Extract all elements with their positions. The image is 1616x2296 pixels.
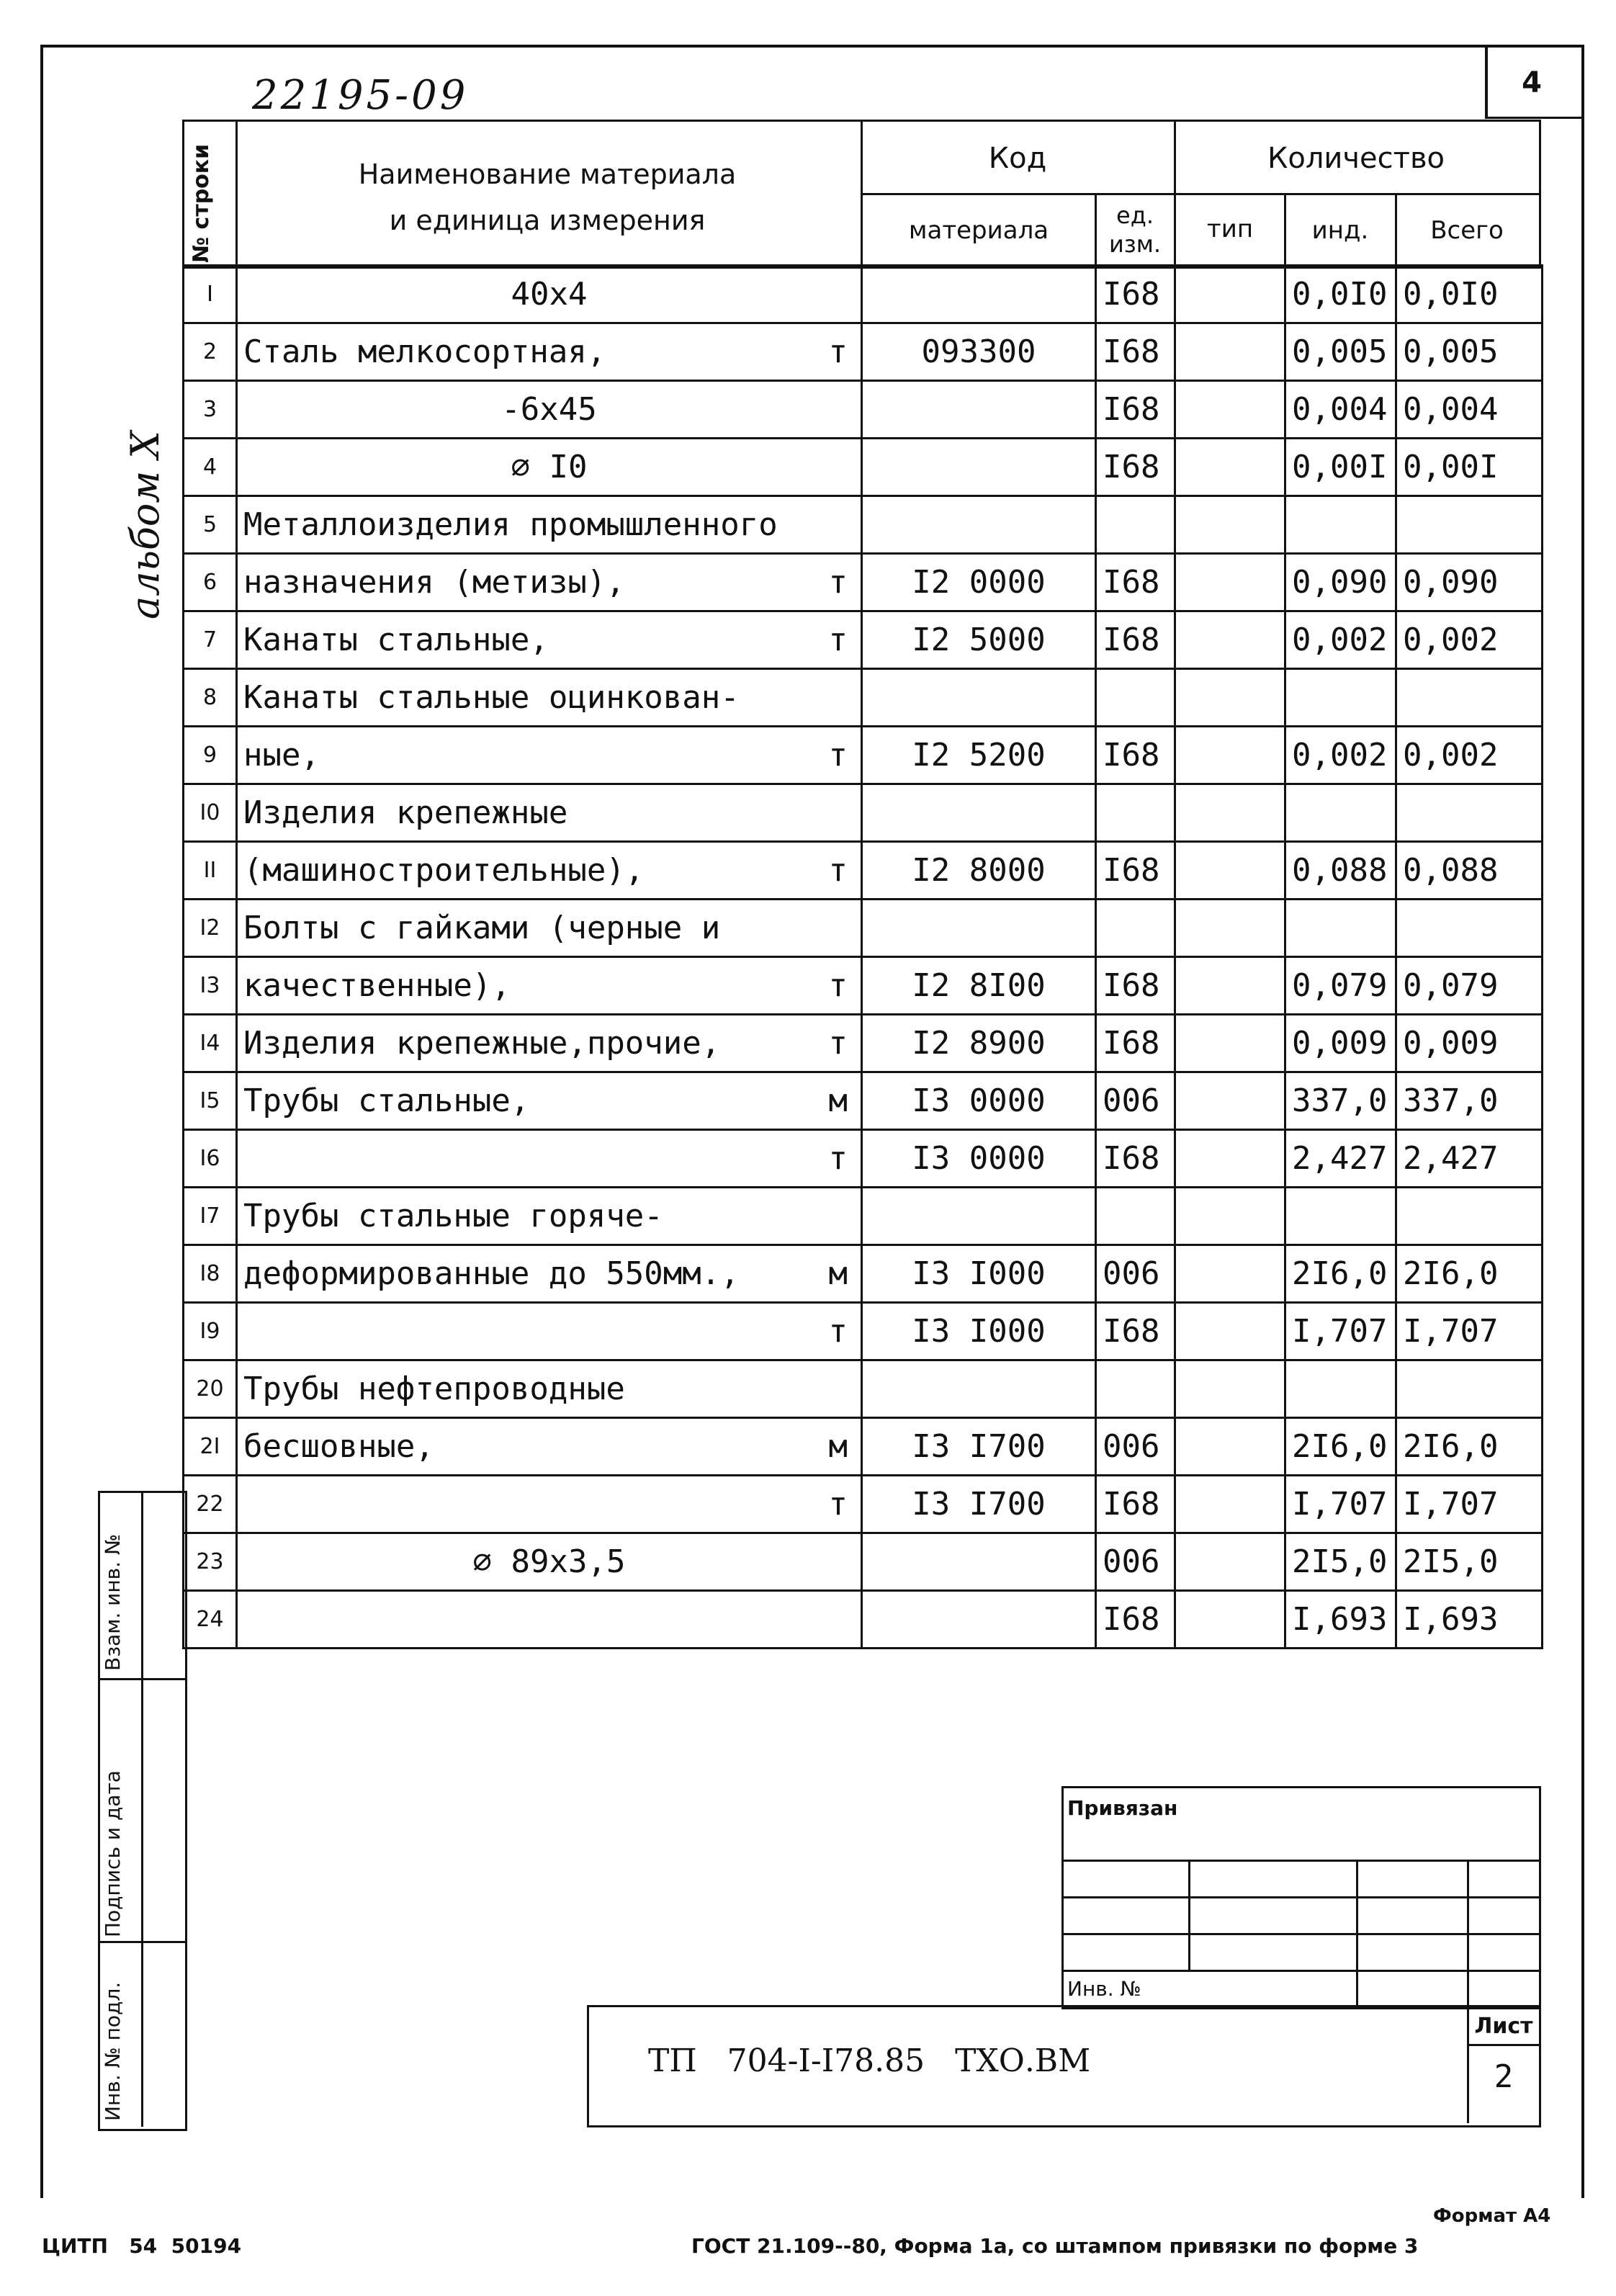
table-row	[184, 669, 1543, 727]
quantity-ind	[1285, 1188, 1396, 1245]
album-note: альбом X	[122, 431, 168, 619]
sheet-label: Лист	[1474, 2014, 1533, 2039]
row-number: I6	[184, 1130, 237, 1188]
unit-of-measure: м	[828, 1255, 848, 1292]
material-name: деформированные до 550мм.,	[243, 1255, 740, 1292]
material-name: (машиностроительные),	[243, 852, 645, 889]
quantity-total: I,707	[1396, 1303, 1543, 1360]
row-number: 20	[184, 1360, 237, 1418]
quantity-total: 0,002	[1396, 611, 1543, 669]
quantity-total: 0,079	[1396, 957, 1543, 1015]
material-name: назначения (метизы),	[243, 564, 625, 601]
row-number: I2	[184, 900, 237, 957]
quantity-ind: I,693	[1285, 1591, 1396, 1649]
quantity-ind: 0,005	[1285, 323, 1396, 381]
quantity-type	[1175, 727, 1285, 784]
quantity-total: 2I5,0	[1396, 1533, 1543, 1591]
material-name-cell	[237, 1188, 862, 1245]
table-row	[184, 266, 1543, 323]
table-row	[184, 439, 1543, 496]
unit-of-measure: т	[828, 1025, 848, 1062]
quantity-type	[1175, 1360, 1285, 1418]
material-name: Трубы стальные,	[243, 1082, 530, 1119]
material-code	[862, 1188, 1096, 1245]
header-name-line2: и единица измерения	[389, 205, 706, 236]
quantity-ind: 0,004	[1285, 381, 1396, 439]
material-name: 40x4	[511, 276, 588, 313]
material-name-cell	[237, 842, 862, 900]
label-vzam-inv: Взам. инв. №	[101, 1533, 125, 1671]
row-number: 22	[184, 1476, 237, 1533]
table-row	[184, 1245, 1543, 1303]
unit-of-measure: т	[828, 564, 848, 601]
material-name: -6x45	[501, 391, 597, 428]
unit-of-measure: т	[828, 1486, 848, 1523]
material-name: бесшовные,	[243, 1428, 434, 1465]
quantity-ind: I,707	[1285, 1303, 1396, 1360]
material-name-cell	[237, 266, 862, 323]
quantity-total: 337,0	[1396, 1072, 1543, 1130]
material-name: Трубы нефтепроводные	[243, 1371, 625, 1407]
material-name-cell	[237, 784, 862, 842]
quantity-total: 0,088	[1396, 842, 1543, 900]
header-type: тип	[1206, 215, 1254, 243]
material-name: Болты с гайками (черные и	[243, 910, 721, 946]
header-ind: инд.	[1311, 216, 1369, 245]
unit-of-measure: т	[828, 1313, 848, 1350]
table-row	[184, 957, 1543, 1015]
row-number: 6	[184, 554, 237, 611]
material-name: Сталь мелкосортная,	[243, 333, 606, 370]
unit-of-measure: т	[828, 967, 848, 1004]
quantity-type	[1175, 842, 1285, 900]
table-row	[184, 1533, 1543, 1591]
unit-code: I68	[1096, 957, 1175, 1015]
unit-code: I68	[1096, 266, 1175, 323]
quantity-total: 2,427	[1396, 1130, 1543, 1188]
row-number: 4	[184, 439, 237, 496]
quantity-total: I,693	[1396, 1591, 1543, 1649]
material-code: I2 8000	[862, 842, 1096, 900]
quantity-type	[1175, 323, 1285, 381]
quantity-type	[1175, 496, 1285, 554]
quantity-type	[1175, 957, 1285, 1015]
quantity-ind: 0,0I0	[1285, 266, 1396, 323]
material-name: ⌀ 89x3,5	[472, 1543, 626, 1580]
material-name-cell	[237, 669, 862, 727]
material-code: I3 I700	[862, 1476, 1096, 1533]
label-inv-podl: Инв. № подл.	[101, 1981, 125, 2121]
material-name-cell	[237, 1015, 862, 1072]
document-code: ТП 704-I-I78.85 ТХО.ВМ	[648, 2042, 1091, 2079]
unit-code: I68	[1096, 323, 1175, 381]
table-row	[184, 323, 1543, 381]
quantity-type	[1175, 1303, 1285, 1360]
material-code	[862, 1360, 1096, 1418]
quantity-total	[1396, 669, 1543, 727]
unit-of-measure: т	[828, 1140, 848, 1177]
quantity-total: 2I6,0	[1396, 1245, 1543, 1303]
quantity-type	[1175, 1591, 1285, 1649]
header-total: Всего	[1430, 216, 1504, 245]
quantity-ind: 0,090	[1285, 554, 1396, 611]
quantity-ind	[1285, 496, 1396, 554]
unit-code	[1096, 784, 1175, 842]
table-row	[184, 1188, 1543, 1245]
quantity-type	[1175, 784, 1285, 842]
quantity-type	[1175, 1188, 1285, 1245]
unit-code	[1096, 1188, 1175, 1245]
row-number: 2I	[184, 1418, 237, 1476]
material-code: I2 0000	[862, 554, 1096, 611]
header-quantity: Количество	[1267, 142, 1445, 175]
unit-code	[1096, 669, 1175, 727]
material-name-cell	[237, 1245, 862, 1303]
quantity-ind: 2I6,0	[1285, 1245, 1396, 1303]
material-name: Изделия крепежные,прочие,	[243, 1025, 721, 1062]
quantity-type	[1175, 669, 1285, 727]
quantity-ind: 0,002	[1285, 727, 1396, 784]
material-name-cell	[237, 1476, 862, 1533]
material-name: Металлоизделия промышленного	[243, 506, 778, 543]
header-material: материала	[908, 216, 1049, 245]
unit-code: I68	[1096, 842, 1175, 900]
material-code: I2 5000	[862, 611, 1096, 669]
material-code: I3 0000	[862, 1072, 1096, 1130]
binding-stamp-title: Привязан	[1067, 1796, 1178, 1820]
table-row	[184, 554, 1543, 611]
material-code	[862, 266, 1096, 323]
header-code: Код	[988, 142, 1047, 175]
material-name-cell	[237, 611, 862, 669]
row-number: I3	[184, 957, 237, 1015]
table-row	[184, 496, 1543, 554]
quantity-total: 0,004	[1396, 381, 1543, 439]
table-row	[184, 900, 1543, 957]
row-number: I8	[184, 1245, 237, 1303]
material-name-cell	[237, 957, 862, 1015]
unit-of-measure: т	[828, 737, 848, 773]
material-name-cell	[237, 1072, 862, 1130]
material-code	[862, 1591, 1096, 1649]
quantity-ind	[1285, 784, 1396, 842]
inv-no-label: Инв. №	[1067, 1977, 1141, 2001]
quantity-ind: 2,427	[1285, 1130, 1396, 1188]
quantity-type	[1175, 554, 1285, 611]
material-code: 093300	[862, 323, 1096, 381]
quantity-type	[1175, 1533, 1285, 1591]
material-name: Трубы стальные горяче-	[243, 1198, 663, 1234]
row-number: II	[184, 842, 237, 900]
unit-code: I68	[1096, 1476, 1175, 1533]
material-name-cell	[237, 496, 862, 554]
quantity-ind: 0,079	[1285, 957, 1396, 1015]
material-name-cell	[237, 1360, 862, 1418]
material-name: Канаты стальные,	[243, 622, 549, 658]
page-number: 4	[1522, 66, 1542, 99]
table-row	[184, 1130, 1543, 1188]
unit-code: 006	[1096, 1072, 1175, 1130]
quantity-total: I,707	[1396, 1476, 1543, 1533]
unit-of-measure: м	[828, 1082, 848, 1119]
row-number: 9	[184, 727, 237, 784]
row-number: 2	[184, 323, 237, 381]
material-code	[862, 439, 1096, 496]
material-code	[862, 1533, 1096, 1591]
material-code: I3 0000	[862, 1130, 1096, 1188]
material-code	[862, 900, 1096, 957]
row-number: 7	[184, 611, 237, 669]
quantity-total	[1396, 1360, 1543, 1418]
row-number: I7	[184, 1188, 237, 1245]
quantity-ind	[1285, 669, 1396, 727]
quantity-ind: 0,00I	[1285, 439, 1396, 496]
material-name-cell	[237, 554, 862, 611]
unit-code: I68	[1096, 1303, 1175, 1360]
quantity-type	[1175, 1418, 1285, 1476]
format-label: Формат А4	[1433, 2205, 1551, 2227]
quantity-ind: 337,0	[1285, 1072, 1396, 1130]
material-name: Канаты стальные оцинкован-	[243, 679, 740, 716]
quantity-ind: 0,009	[1285, 1015, 1396, 1072]
quantity-type	[1175, 1072, 1285, 1130]
quantity-type	[1175, 439, 1285, 496]
unit-code: I68	[1096, 554, 1175, 611]
unit-code: 006	[1096, 1533, 1175, 1591]
row-number: 23	[184, 1533, 237, 1591]
row-number: 8	[184, 669, 237, 727]
row-number: I4	[184, 1015, 237, 1072]
row-number: I9	[184, 1303, 237, 1360]
quantity-total: 0,0I0	[1396, 266, 1543, 323]
quantity-type	[1175, 1015, 1285, 1072]
footer-left: ЦИТП 54 50194	[42, 2234, 242, 2258]
material-name-cell	[237, 381, 862, 439]
quantity-ind: 0,088	[1285, 842, 1396, 900]
material-code	[862, 496, 1096, 554]
table-row	[184, 1303, 1543, 1360]
material-code: I2 8I00	[862, 957, 1096, 1015]
handwritten-code: 22195-09	[252, 72, 469, 119]
material-name-cell	[237, 439, 862, 496]
material-code: I2 5200	[862, 727, 1096, 784]
table-row	[184, 1591, 1543, 1649]
table-row	[184, 1072, 1543, 1130]
unit-code: 006	[1096, 1418, 1175, 1476]
unit-code: I68	[1096, 1130, 1175, 1188]
material-code	[862, 784, 1096, 842]
quantity-type	[1175, 266, 1285, 323]
row-number: I	[184, 266, 237, 323]
quantity-total	[1396, 900, 1543, 957]
material-name-cell	[237, 1533, 862, 1591]
material-name-cell	[237, 1418, 862, 1476]
unit-code: I68	[1096, 611, 1175, 669]
material-name: ные,	[243, 737, 320, 773]
unit-code	[1096, 496, 1175, 554]
quantity-ind: 2I5,0	[1285, 1533, 1396, 1591]
row-number: I5	[184, 1072, 237, 1130]
material-name-cell	[237, 727, 862, 784]
material-code: I3 I000	[862, 1245, 1096, 1303]
table-row	[184, 842, 1543, 900]
quantity-total	[1396, 1188, 1543, 1245]
quantity-total: 0,009	[1396, 1015, 1543, 1072]
material-code	[862, 669, 1096, 727]
quantity-total	[1396, 496, 1543, 554]
table-row	[184, 381, 1543, 439]
quantity-type	[1175, 611, 1285, 669]
material-code: I3 I000	[862, 1303, 1096, 1360]
quantity-total: 0,005	[1396, 323, 1543, 381]
quantity-ind: I,707	[1285, 1476, 1396, 1533]
unit-of-measure: т	[828, 852, 848, 889]
label-podpis-data: Подпись и дата	[101, 1770, 125, 1937]
table-row	[184, 727, 1543, 784]
table-row	[184, 1418, 1543, 1476]
unit-of-measure: т	[828, 622, 848, 658]
row-number: 24	[184, 1591, 237, 1649]
material-name-cell	[237, 1303, 862, 1360]
material-name: Изделия крепежные	[243, 794, 568, 831]
material-name-cell	[237, 323, 862, 381]
quantity-total: 0,00I	[1396, 439, 1543, 496]
unit-code: I68	[1096, 381, 1175, 439]
material-name-cell	[237, 900, 862, 957]
sheet-number: 2	[1494, 2058, 1514, 2095]
quantity-total: 2I6,0	[1396, 1418, 1543, 1476]
row-number: 5	[184, 496, 237, 554]
table-row	[184, 784, 1543, 842]
quantity-ind: 2I6,0	[1285, 1418, 1396, 1476]
unit-of-measure: т	[828, 333, 848, 370]
unit-code: 006	[1096, 1245, 1175, 1303]
material-name: ⌀ I0	[511, 449, 588, 485]
header-unit-line2: изм.	[1108, 230, 1162, 258]
footer-gost: ГОСТ 21.109--80, Форма 1а, со штампом привязки по форме 3	[691, 2234, 1419, 2258]
quantity-type	[1175, 1476, 1285, 1533]
quantity-ind	[1285, 900, 1396, 957]
quantity-ind	[1285, 1360, 1396, 1418]
quantity-type	[1175, 900, 1285, 957]
unit-of-measure: м	[828, 1428, 848, 1465]
unit-code: I68	[1096, 1591, 1175, 1649]
table-row	[184, 1476, 1543, 1533]
unit-code: I68	[1096, 439, 1175, 496]
material-code: I3 I700	[862, 1418, 1096, 1476]
material-name-cell	[237, 1591, 862, 1649]
unit-code: I68	[1096, 1015, 1175, 1072]
unit-code: I68	[1096, 727, 1175, 784]
material-code: I2 8900	[862, 1015, 1096, 1072]
quantity-ind: 0,002	[1285, 611, 1396, 669]
header-name-line1: Наименование материала	[358, 158, 737, 190]
table-row	[184, 611, 1543, 669]
quantity-total: 0,090	[1396, 554, 1543, 611]
quantity-type	[1175, 1130, 1285, 1188]
material-name: качественные),	[243, 967, 511, 1004]
header-unit-line1: ед.	[1116, 202, 1154, 229]
table-row	[184, 1015, 1543, 1072]
quantity-type	[1175, 381, 1285, 439]
materials-table	[182, 264, 1543, 1649]
table-row	[184, 1360, 1543, 1418]
material-code	[862, 381, 1096, 439]
quantity-total: 0,002	[1396, 727, 1543, 784]
row-number: I0	[184, 784, 237, 842]
unit-code	[1096, 900, 1175, 957]
material-name-cell	[237, 1130, 862, 1188]
header-row-no: № строки	[189, 143, 214, 263]
row-number: 3	[184, 381, 237, 439]
unit-code	[1096, 1360, 1175, 1418]
quantity-type	[1175, 1245, 1285, 1303]
quantity-total	[1396, 784, 1543, 842]
